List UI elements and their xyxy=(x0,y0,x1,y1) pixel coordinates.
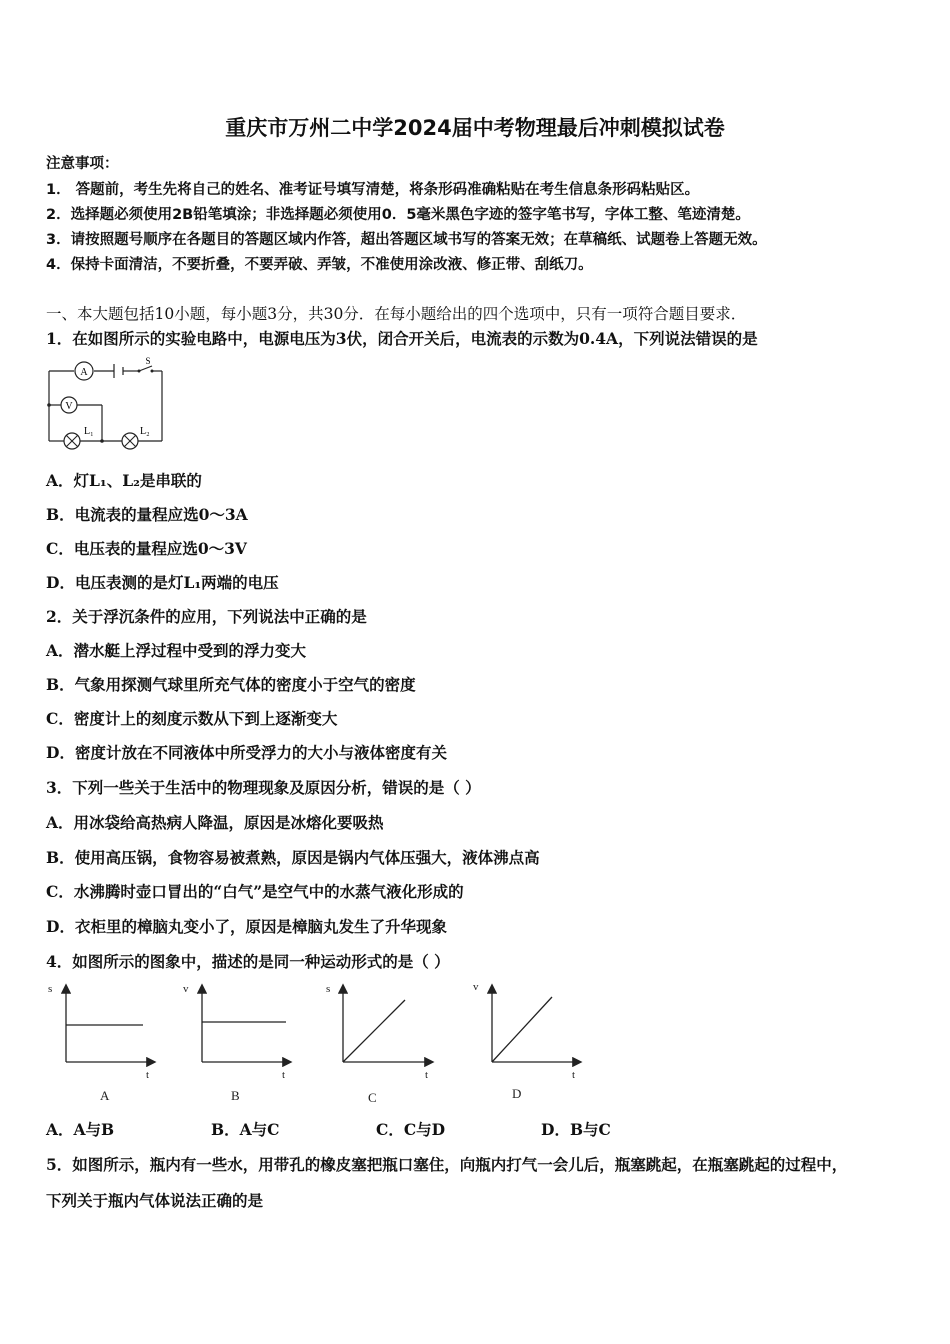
q2-option-b: B．气象用探测气球里所充气体的密度小于空气的密度 xyxy=(46,675,416,694)
graph-a-ylabel: s xyxy=(48,983,53,995)
q2-option-d: D．密度计放在不同液体中所受浮力的大小与液体密度有关 xyxy=(46,743,447,762)
graph-a-caption: A xyxy=(100,1088,110,1103)
graph-d-ylabel: v xyxy=(473,981,479,993)
note-item: 3．请按照题号顺序在各题目的答题区域内作答，超出答题区域书写的答案无效；在草稿纸、试题卷上答题无效。 xyxy=(46,232,767,248)
exam-title: 重庆市万州二中学2024届中考物理最后冲刺模拟试卷 xyxy=(225,116,725,140)
q4-option-d: D．B与C xyxy=(541,1120,611,1139)
q1-circuit-diagram xyxy=(44,355,172,453)
q3-option-c: C．水沸腾时壶口冒出的“白气”是空气中的水蒸气液化形成的 xyxy=(46,882,464,901)
graph-b-ylabel: v xyxy=(183,983,189,995)
note-item: 1． 答题前，考生先将自己的姓名、准考证号填写清楚，将条形码准确粘贴在考生信息条形码粘贴区。 xyxy=(46,182,700,198)
q4-options-row xyxy=(46,1118,706,1140)
q3-option-d: D．衣柜里的樟脑丸变小了，原因是樟脑丸发生了升华现象 xyxy=(46,917,447,936)
q1-option-d: D．电压表测的是灯L₁两端的电压 xyxy=(46,573,279,592)
notes-heading: 注意事项： xyxy=(46,156,119,172)
q4-option-a: A．A与B xyxy=(46,1120,115,1139)
ammeter-label: A xyxy=(80,367,88,378)
q3-option-a: A．用冰袋给高热病人降温，原因是冰熔化要吸热 xyxy=(46,813,384,832)
q4-stem: 4．如图所示的图象中，描述的是同一种运动形式的是（ ） xyxy=(46,952,450,971)
graph-b-xlabel: t xyxy=(282,1069,286,1081)
lamp-l2 xyxy=(122,426,150,449)
q1-option-c: C．电压表的量程应选0～3V xyxy=(46,539,247,558)
ammeter xyxy=(75,362,93,380)
q3-option-b: B．使用高压锅，食物容易被煮熟，原因是锅内气体压强大，液体沸点高 xyxy=(46,848,540,867)
q2-option-c: C．密度计上的刻度示数从下到上逐渐变大 xyxy=(46,709,338,728)
q1-stem: 1．在如图所示的实验电路中，电源电压为3伏，闭合开关后，电流表的示数为0.4A，下列说法错误的是 xyxy=(46,329,758,348)
note-item: 2．选择题必须使用2B铅笔填涂；非选择题必须使用0．5毫米黑色字迹的签字笔书写，字体工整、笔迹清楚。 xyxy=(46,207,750,223)
q5-stem-line1: 5．如图所示，瓶内有一些水，用带孔的橡皮塞把瓶口塞住，向瓶内打气一会儿后，瓶塞跳起，在瓶塞跳起的过程中， xyxy=(46,1155,848,1174)
q2-stem: 2．关于浮沉条件的应用，下列说法中正确的是 xyxy=(46,607,367,626)
lamp-l2-label: L₂ xyxy=(140,426,150,437)
note-item: 4．保持卡面清洁，不要折叠，不要弄破、弄皱，不准使用涂改液、修正带、刮纸刀。 xyxy=(46,257,593,273)
graph-c-ylabel: s xyxy=(326,983,331,995)
q3-stem: 3．下列一些关于生活中的物理现象及原因分析，错误的是（ ） xyxy=(46,778,481,797)
q5-stem-line2: 下列关于瓶内气体说法正确的是 xyxy=(46,1191,264,1210)
lamp-l1-label: L₁ xyxy=(84,426,94,437)
q1-option-b: B．电流表的量程应选0～3A xyxy=(46,505,248,524)
q2-option-a: A．潜水艇上浮过程中受到的浮力变大 xyxy=(46,641,307,660)
section-heading: 一、本大题包括10小题，每小题3分，共30分．在每小题给出的四个选项中，只有一项符合题目要求． xyxy=(46,305,747,323)
lamp-l1 xyxy=(64,426,94,449)
graph-a-xlabel: t xyxy=(146,1069,150,1081)
switch-label: S xyxy=(145,356,151,366)
graph-b-caption: B xyxy=(231,1088,240,1103)
voltmeter-label: V xyxy=(65,401,73,412)
graph-d-xlabel: t xyxy=(572,1069,576,1081)
q1-option-a: A．灯L₁、L₂是串联的 xyxy=(46,471,202,490)
voltmeter xyxy=(61,397,77,413)
graph-c-xlabel: t xyxy=(425,1069,429,1081)
q4-graphs xyxy=(40,980,600,1108)
graph-c-caption: C xyxy=(368,1090,377,1105)
q4-option-b: B．A与C xyxy=(211,1120,280,1139)
q4-option-c: C．C与D xyxy=(376,1120,446,1139)
graph-d-caption: D xyxy=(512,1086,522,1101)
